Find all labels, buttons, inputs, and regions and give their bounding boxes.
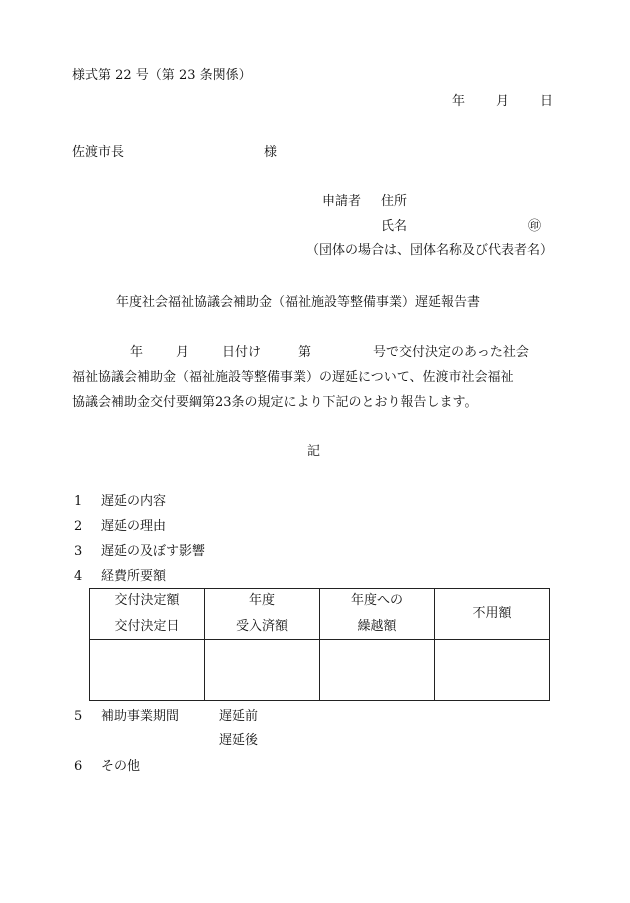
item-1-label: 遅延の内容 xyxy=(101,494,167,509)
item-5-label: 補助事業期間 xyxy=(101,709,180,724)
header-carryover-year: 年度への xyxy=(350,593,403,608)
cost-table-header-row xyxy=(90,589,550,640)
item-3-number: 3 xyxy=(74,544,83,559)
header-received-year: 年度 xyxy=(248,593,275,608)
cost-table-header-carryover xyxy=(320,589,435,640)
period-after-label: 遅延後 xyxy=(219,733,259,748)
applicant-address-label: 住所 xyxy=(381,194,408,209)
body-number-prefix: 第 xyxy=(298,345,312,360)
form-number: 様式第 22 号（第 23 条関係） xyxy=(72,68,252,83)
applicant-role: 申請者 xyxy=(322,194,362,209)
item-3-label: 遅延の及ぼす影響 xyxy=(101,544,206,559)
body-line2: 福祉協議会補助金（福祉施設等整備事業）の遅延について、佐渡市社会福祉 xyxy=(72,370,514,385)
cost-table-entry-row xyxy=(90,640,550,701)
body-line1-rest: 号で交付決定のあった社会 xyxy=(373,345,529,360)
item-1-number: 1 xyxy=(74,494,83,509)
header-received-amount: 受入済額 xyxy=(235,619,288,634)
period-before-label: 遅延前 xyxy=(219,709,259,724)
item-6-number: 6 xyxy=(74,759,83,774)
item-5-number: 5 xyxy=(74,709,83,724)
addressee-name: 佐渡市長 xyxy=(72,145,125,160)
cost-table-cell-decision[interactable] xyxy=(90,640,205,701)
applicant-note: （団体の場合は、団体名称及び代表者名） xyxy=(306,243,554,258)
cost-table-header-received xyxy=(205,589,320,640)
document-title: 年度社会福祉協議会補助金（福祉施設等整備事業）遅延報告書 xyxy=(116,295,481,310)
item-4-number: 4 xyxy=(74,569,83,584)
date-year-label: 年 xyxy=(452,94,466,109)
date-month-label: 月 xyxy=(496,94,510,109)
header-decision-amount: 交付決定額 xyxy=(114,593,180,608)
item-2-number: 2 xyxy=(74,519,83,534)
header-unused-amount: 不用額 xyxy=(472,606,512,621)
item-4-label: 経費所要額 xyxy=(101,569,167,584)
body-line3: 協議会補助金交付要綱第23条の規定により下記のとおり報告します。 xyxy=(72,395,478,410)
applicant-name-label: 氏名 xyxy=(381,219,408,234)
body-year: 年 xyxy=(130,345,144,360)
item-2-label: 遅延の理由 xyxy=(101,519,167,534)
seal-mark: ㊞ xyxy=(528,219,542,234)
ki-mark: 記 xyxy=(307,444,321,459)
date-day-label: 日 xyxy=(540,94,554,109)
addressee-honorific: 様 xyxy=(264,145,278,160)
cost-table-cell-unused[interactable] xyxy=(435,640,550,701)
cost-table-header-unused xyxy=(435,589,550,640)
header-carryover-amount: 繰越額 xyxy=(357,619,397,634)
header-decision-date: 交付決定日 xyxy=(114,619,180,634)
cost-table xyxy=(89,588,550,701)
cost-table-cell-received[interactable] xyxy=(205,640,320,701)
item-6-label: その他 xyxy=(101,759,141,774)
cost-table-header-decision xyxy=(90,589,205,640)
body-month: 月 xyxy=(176,345,190,360)
cost-table-cell-carryover[interactable] xyxy=(320,640,435,701)
body-date: 日付け xyxy=(222,345,262,360)
